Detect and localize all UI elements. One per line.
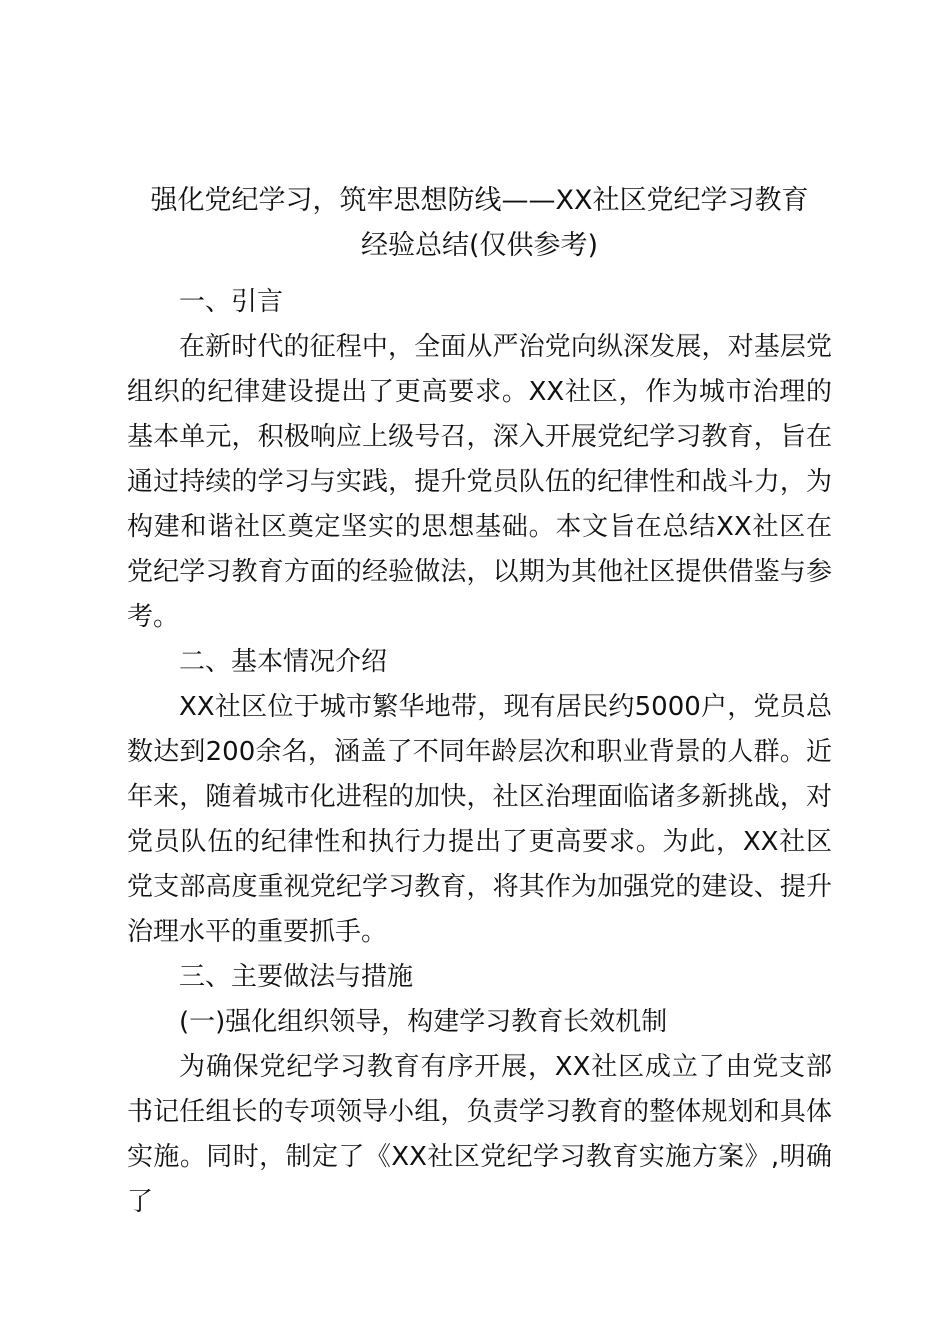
title-line-2: 经验总结(仅供参考) [360, 230, 599, 261]
subsection-heading-organization: (一)强化组织领导，构建学习教育长效机制 [179, 1007, 668, 1037]
title-line-1: 强化党纪学习，筑牢思想防线——XX社区党纪学习教育 [150, 185, 809, 216]
paragraph-introduction: 在新时代的征程中，全面从严治党向纵深发展，对基层党组织的纪律建设提出了更高要求。XX社区，作为城市治理的基本单元，积极响应上级号召，深入开展党纪学习教育，旨在通过持续的学习与实践，提升党员队伍的纪律性和战斗力，为构建和谐社区奠定坚实的思想基础。本文旨在总结XX社区在党纪学习教育方面的经验做法，以期为其他社区提供借鉴与参考。 [127, 332, 832, 632]
section-heading-measures: 三、主要做法与措施 [179, 962, 414, 992]
document-title [127, 178, 832, 268]
section-heading-overview: 二、基本情况介绍 [179, 647, 388, 677]
paragraph-organization: 为确保党纪学习教育有序开展，XX社区成立了由党支部书记任组长的专项领导小组，负责学习教育的整体规划和具体实施。同时，制定了《XX社区党纪学习教育实施方案》,明确了 [127, 1052, 832, 1217]
section-heading-introduction: 一、引言 [179, 287, 284, 317]
paragraph-overview: XX社区位于城市繁华地带，现有居民约5000户，党员总数达到200余名，涵盖了不同年龄层次和职业背景的人群。近年来，随着城市化进程的加快，社区治理面临诸多新挑战，对党员队伍的纪律性和执行力提出了更高要求。为此，XX社区党支部高度重视党纪学习教育，将其作为加强党的建设、提升治理水平的重要抓手。 [127, 692, 832, 947]
document-page [127, 178, 832, 1225]
